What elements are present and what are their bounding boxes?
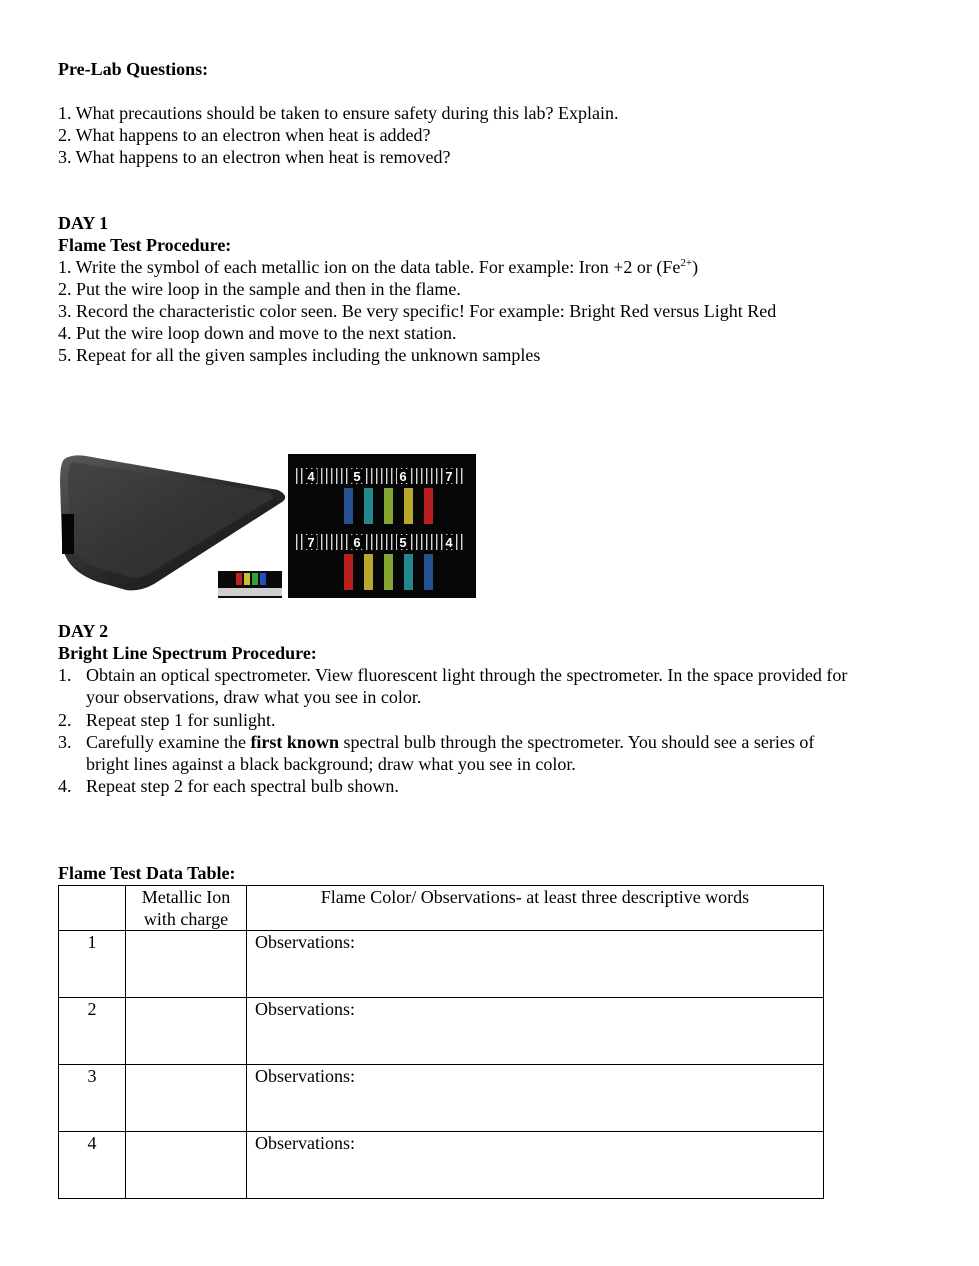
day2-step-4-text: Repeat step 2 for each spectral bulb shown. bbox=[86, 776, 399, 796]
scale-label: 7 bbox=[307, 535, 315, 550]
table-row bbox=[59, 931, 824, 998]
row-number: 2 bbox=[59, 998, 126, 1065]
scale-tick bbox=[441, 468, 442, 484]
scale-tick bbox=[431, 534, 432, 550]
scale-tick bbox=[336, 468, 337, 484]
table-row bbox=[59, 1065, 824, 1132]
scale-tick bbox=[366, 468, 367, 484]
day2-step-1-number: 1. bbox=[58, 665, 72, 685]
scale-tick bbox=[436, 468, 437, 484]
day2-step-1-line-2: your observations, draw what you see in color. bbox=[86, 687, 422, 707]
scale-tick bbox=[331, 468, 332, 484]
spectral-line bbox=[404, 488, 413, 524]
observations-cell[interactable]: Observations: bbox=[247, 1132, 824, 1199]
scale-tick bbox=[336, 534, 337, 550]
ion-input-cell[interactable] bbox=[126, 931, 247, 998]
scale-tick bbox=[431, 468, 432, 484]
scale-tick bbox=[376, 468, 377, 484]
day1-step-1-text: 1. Write the symbol of each metallic ion on the data table. For example: Iron +2 or (Fe bbox=[58, 257, 681, 277]
prelab-question-3: 3. What happens to an electron when heat is removed? bbox=[58, 147, 451, 167]
scale-tick bbox=[416, 534, 417, 550]
scale-tick bbox=[411, 534, 412, 550]
day1-step-5: 5. Repeat for all the given samples including the unknown samples bbox=[58, 345, 541, 365]
day2-step-4-number: 4. bbox=[58, 776, 72, 796]
scale-label: 5 bbox=[399, 535, 407, 550]
day2-step-3 bbox=[58, 731, 918, 775]
day2-step-2-number: 2. bbox=[58, 710, 72, 730]
day2-heading: Bright Line Spectrum Procedure: bbox=[58, 643, 317, 663]
day2-step-1-text bbox=[86, 664, 916, 708]
scale-tick bbox=[366, 534, 367, 550]
ion-input-cell[interactable] bbox=[126, 1065, 247, 1132]
ion-input-cell[interactable] bbox=[126, 1132, 247, 1199]
spectrum-strip-image bbox=[218, 571, 282, 598]
scale-tick bbox=[301, 468, 302, 484]
spectrum-readout-image bbox=[288, 454, 476, 598]
day2-step-3-pre: Carefully examine the bbox=[86, 732, 251, 752]
scale-tick bbox=[411, 468, 412, 484]
scale-tick bbox=[421, 534, 422, 550]
scale-label: 7 bbox=[445, 469, 453, 484]
row-number: 4 bbox=[59, 1132, 126, 1199]
observations-cell[interactable]: Observations: bbox=[247, 998, 824, 1065]
scale-tick bbox=[391, 468, 392, 484]
scale-tick bbox=[341, 534, 342, 550]
scale-tick bbox=[371, 534, 372, 550]
spectral-line bbox=[424, 488, 433, 524]
flame-test-data-table bbox=[58, 885, 824, 1199]
scale-tick bbox=[461, 468, 462, 484]
scale-tick bbox=[341, 468, 342, 484]
scale-tick bbox=[456, 534, 457, 550]
day1-step-3: 3. Record the characteristic color seen. Be very specific! For example: Bright Red versus Light Red bbox=[58, 301, 777, 321]
observations-cell[interactable]: Observations: bbox=[247, 931, 824, 998]
day1-heading: Flame Test Procedure: bbox=[58, 235, 232, 255]
row-number: 1 bbox=[59, 931, 126, 998]
scale-tick bbox=[391, 534, 392, 550]
scale-tick bbox=[301, 534, 302, 550]
scale-tick bbox=[346, 534, 347, 550]
observations-cell[interactable]: Observations: bbox=[247, 1065, 824, 1132]
prelab-question-1: 1. What precautions should be taken to ensure safety during this lab? Explain. bbox=[58, 103, 619, 123]
scale-tick bbox=[386, 468, 387, 484]
ion-input-cell[interactable] bbox=[126, 998, 247, 1065]
scale-tick bbox=[371, 468, 372, 484]
scale-tick bbox=[436, 534, 437, 550]
header-ion-cell: Metallic Ion with charge bbox=[126, 886, 247, 931]
day1-step-1 bbox=[58, 256, 698, 278]
day2-step-2-text: Repeat step 1 for sunlight. bbox=[86, 710, 276, 730]
scale-tick bbox=[426, 468, 427, 484]
scale-label: 6 bbox=[399, 469, 407, 484]
scale-tick bbox=[346, 468, 347, 484]
scale-tick bbox=[381, 534, 382, 550]
scale-tick bbox=[296, 534, 297, 550]
table-row bbox=[59, 1132, 824, 1199]
scale-label: 6 bbox=[353, 535, 361, 550]
scale-label: 4 bbox=[307, 469, 315, 484]
header-observations-cell: Flame Color/ Observations- at least three descriptive words bbox=[247, 886, 824, 931]
scale-tick bbox=[326, 468, 327, 484]
prelab-question-2: 2. What happens to an electron when heat is added? bbox=[58, 125, 431, 145]
table-row bbox=[59, 998, 824, 1065]
scale-tick bbox=[296, 468, 297, 484]
scale-tick bbox=[321, 468, 322, 484]
spectral-line bbox=[424, 554, 433, 590]
day2-step-3-text bbox=[86, 731, 916, 775]
spectral-line bbox=[384, 488, 393, 524]
scale-tick bbox=[456, 468, 457, 484]
scale-tick bbox=[416, 468, 417, 484]
scale-label: 5 bbox=[353, 469, 361, 484]
scale-tick bbox=[321, 534, 322, 550]
scale-tick bbox=[426, 534, 427, 550]
scale-tick bbox=[461, 534, 462, 550]
scale-tick bbox=[421, 468, 422, 484]
day1-step-1-sup: 2+ bbox=[680, 257, 693, 269]
scale-tick bbox=[331, 534, 332, 550]
day2-step-2 bbox=[58, 709, 918, 731]
day2-step-3-number: 3. bbox=[58, 732, 72, 752]
day1-step-4: 4. Put the wire loop down and move to the next station. bbox=[58, 323, 457, 343]
day2-step-1-line-1: Obtain an optical spectrometer. View fluorescent light through the spectrometer. In the space provided for bbox=[86, 665, 848, 685]
scale-tick bbox=[386, 534, 387, 550]
spectral-line bbox=[344, 554, 353, 590]
spectral-line bbox=[364, 488, 373, 524]
spectral-line bbox=[384, 554, 393, 590]
day2-label: DAY 2 bbox=[58, 621, 109, 641]
day1-step-1-close: ) bbox=[692, 257, 699, 277]
scale-tick bbox=[326, 534, 327, 550]
day2-step-3-post: spectral bulb through the spectrometer. You should see a series of bbox=[338, 732, 815, 752]
spectral-line bbox=[404, 554, 413, 590]
table-title: Flame Test Data Table: bbox=[58, 863, 236, 883]
scale-label: 4 bbox=[445, 535, 453, 550]
scale-tick bbox=[441, 534, 442, 550]
prelab-heading: Pre-Lab Questions: bbox=[58, 59, 209, 79]
spectral-line bbox=[364, 554, 373, 590]
scale-tick bbox=[376, 534, 377, 550]
day2-step-3-bold: first known bbox=[250, 732, 339, 752]
day1-label: DAY 1 bbox=[58, 213, 109, 233]
scale-tick bbox=[381, 468, 382, 484]
day2-step-3-line-1 bbox=[86, 731, 916, 753]
day2-step-1 bbox=[58, 664, 918, 708]
table-header-row bbox=[59, 886, 824, 931]
day2-step-3-line-2: bright lines against a black background; draw what you see in color. bbox=[86, 754, 576, 774]
header-number-cell bbox=[59, 886, 126, 931]
day2-step-4 bbox=[58, 775, 918, 797]
spectral-line bbox=[344, 488, 353, 524]
day1-step-2: 2. Put the wire loop in the sample and then in the flame. bbox=[58, 279, 461, 299]
row-number: 3 bbox=[59, 1065, 126, 1132]
